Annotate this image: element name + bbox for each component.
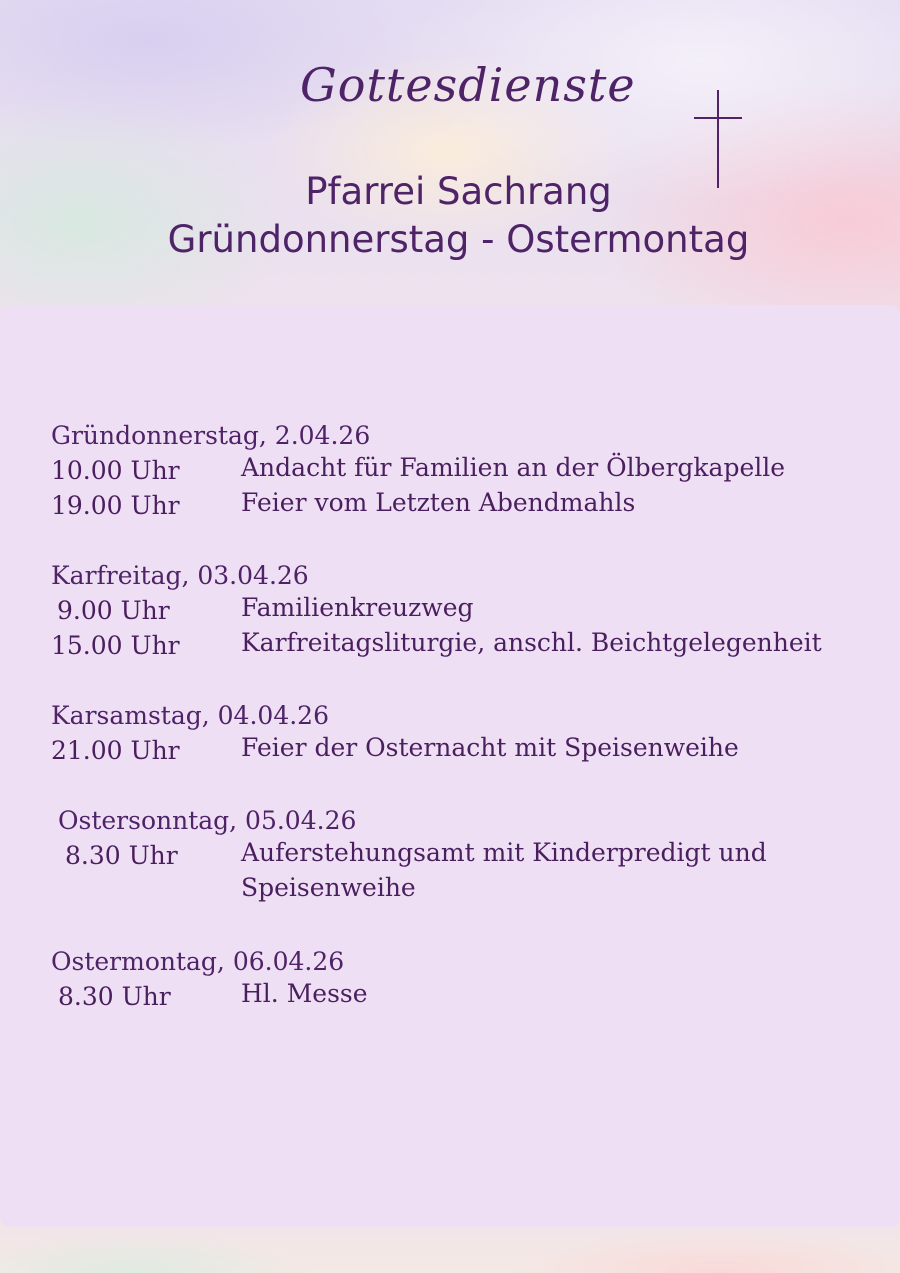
day-heading: Gründonnerstag, 2.04.26: [51, 421, 371, 450]
service-time: 9.00 Uhr: [57, 596, 170, 625]
service-description: Feier der Osternacht mit Speisenweihe: [241, 733, 739, 762]
service-description: Feier vom Letzten Abendmahls: [241, 488, 636, 517]
service-row: [57, 593, 900, 628]
script-title: Gottesdienste: [300, 58, 636, 112]
service-description: Karfreitagsliturgie, anschl. Beichtgelegenheit: [241, 628, 822, 657]
schedule-panel: [0, 305, 900, 1227]
day-heading: Ostersonntag, 05.04.26: [58, 806, 357, 835]
header: [0, 0, 900, 300]
service-time: 8.30 Uhr: [65, 841, 178, 870]
service-row: [51, 488, 900, 523]
day-heading: Ostermontag, 06.04.26: [51, 947, 345, 976]
date-range-title: Gründonnerstag - Ostermontag: [167, 218, 750, 261]
day-block-gruendonnerstag: [0, 419, 900, 523]
service-row: [51, 453, 900, 488]
service-row: [51, 628, 900, 663]
service-row: [65, 838, 900, 908]
service-time: 10.00 Uhr: [51, 456, 180, 485]
day-block-ostersonntag: [0, 804, 900, 908]
day-heading: Karfreitag, 03.04.26: [51, 561, 309, 590]
service-description: Andacht für Familien an der Ölbergkapelle: [241, 453, 786, 482]
service-time: 8.30 Uhr: [58, 982, 171, 1011]
service-description: Familienkreuzweg: [241, 593, 474, 622]
service-time: 19.00 Uhr: [51, 491, 180, 520]
service-time: 21.00 Uhr: [51, 736, 180, 765]
service-time: 15.00 Uhr: [51, 631, 180, 660]
service-description: Auferstehungsamt mit Kinderpredigt und Speisenweihe: [241, 838, 767, 902]
day-block-ostermontag: [0, 945, 900, 1014]
day-block-karfreitag: [0, 559, 900, 663]
day-block-karsamstag: [0, 699, 900, 768]
service-description: Hl. Messe: [241, 979, 368, 1008]
service-row: [51, 733, 900, 768]
day-heading: Karsamstag, 04.04.26: [51, 701, 329, 730]
service-row: [58, 979, 900, 1014]
parish-name: Pfarrei Sachrang: [305, 170, 612, 213]
